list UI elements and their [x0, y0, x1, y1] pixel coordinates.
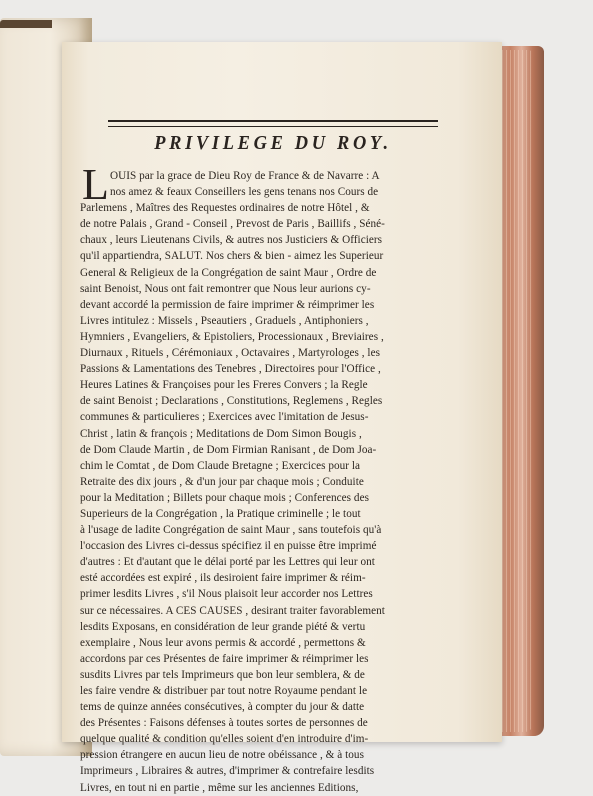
text-line: nos amez & feaux Conseillers les gens tenans nos Cours de: [110, 186, 379, 199]
text-line: Christ , latin & françois ; Meditations de Dom Simon Bougis ,: [80, 427, 362, 440]
text-line: accordons par ces Présentes de faire imprimer & réimprimer les: [80, 652, 369, 665]
text-line: de saint Benoist ; Declarations , Constitutions, Reglemens , Regles: [80, 395, 383, 408]
text-line: Parlemens , Maîtres des Requestes ordinaires de notre Hôtel , &: [80, 202, 370, 215]
text-line: Livres, en tout ni en partie , même sur les anciennes Editions,: [80, 781, 359, 794]
text-line: Diurnaux , Rituels , Cérémoniaux , Octavaires , Martyrologes , les: [80, 347, 381, 360]
text-line: pression étrangere en aucun lieu de notre obéissance , & à tous: [80, 749, 364, 762]
text-line: saint Benoist, Nous ont fait remontrer que Nous leur aurions cy-: [80, 282, 371, 295]
text-line: tems de quinze années consécutives, à compter du jour & datte: [80, 701, 365, 714]
text-line: les faire vendre & distribuer par tout notre Royaume pendant le: [80, 685, 368, 697]
text-line: lesdits Exposans, en considération de leur grande piété & vertu: [80, 620, 366, 633]
text-line: esté accordées est expiré , ils desiroient faire imprimer & réim-: [80, 572, 366, 585]
text-line: devant accordé la permission de faire imprimer & réimprimer les: [80, 298, 375, 311]
text-line: pour la Meditation ; Billets pour chaque mois ; Conferences des: [80, 491, 369, 504]
text-line: quelque qualité & condition qu'elles soient d'en introduire d'im-: [80, 733, 369, 746]
text-line: Livres intitulez : Missels , Pseautiers , Graduels , Antiphoniers ,: [80, 314, 369, 327]
text-line: OUIS par la grace de Dieu Roy de France & de Navarre : A: [110, 170, 380, 182]
text-line: de notre Palais , Grand - Conseil , Prevost de Paris , Baillifs , Séné-: [80, 218, 385, 231]
text-line: d'autres : Et d'autant que le délai porté par les Lettres qui leur ont: [80, 556, 375, 569]
page-heading: PRIVILEGE DU ROY.: [154, 132, 392, 154]
heading-rule: [108, 120, 438, 127]
page-edge-lines: [498, 50, 534, 732]
text-line: Hymniers , Evangeliers, & Epistoliers, Processionaux , Breviaires ,: [80, 330, 384, 343]
text-line: des Présentes : Faisons défenses à toutes sortes de personnes de: [80, 717, 368, 730]
text-line: primer lesdits Livres , s'il Nous plaisoit leur accorder nos Lettres: [80, 588, 373, 601]
text-line: à l'usage de ladite Congrégation de saint Maur , sans toutefois qu'à: [80, 524, 382, 537]
text-line: Passions & Lamentations des Tenebres , Directoires pour l'Office ,: [80, 363, 381, 376]
text-line: qu'il appartiendra, SALUT. Nos chers & bien - aimez les Superieur: [80, 250, 384, 263]
text-line: communes & particulieres ; Exercices avec l'imitation de Jesus-: [80, 411, 369, 424]
text-line: sur ce nécessaires. A CES CAUSES , desirant traiter favorablement: [80, 604, 385, 617]
text-line: exemplaire , Nous leur avons permis & accordé , permettons &: [80, 636, 366, 649]
text-line: chim le Comtat , de Dom Claude Bretagne ; Exercices pour la: [80, 459, 361, 472]
left-page-edge-shadow: [0, 20, 52, 28]
text-line: General & Religieux de la Congrégation de saint Maur , Ordre de: [80, 266, 377, 279]
text-line: Heures Latines & Françoises pour les Freres Convers ; la Regle: [80, 379, 368, 392]
text-line: l'occasion des Livres ci-dessus spécifiez il en puisse être imprimé: [80, 540, 377, 553]
text-line: susdits Livres par tels Imprimeurs que bon leur semblera, & de: [80, 668, 365, 681]
text-line: de Dom Claude Martin , de Dom Firmian Ranisant , de Dom Joa-: [80, 443, 377, 456]
text-line: Superieurs de la Congrégation , la Pratique criminelle ; le tout: [80, 507, 361, 520]
body-text: [80, 168, 438, 796]
text-line: chaux , leurs Lieutenans Civils, & autres nos Justiciers & Officiers: [80, 234, 383, 247]
text-line: Retraite des dix jours , & d'un jour par chaque mois ; Conduite: [80, 475, 364, 488]
text-line: Imprimeurs , Libraires & autres, d'imprimer & contrefaire lesdits: [80, 765, 375, 778]
drop-cap: L: [82, 160, 109, 209]
